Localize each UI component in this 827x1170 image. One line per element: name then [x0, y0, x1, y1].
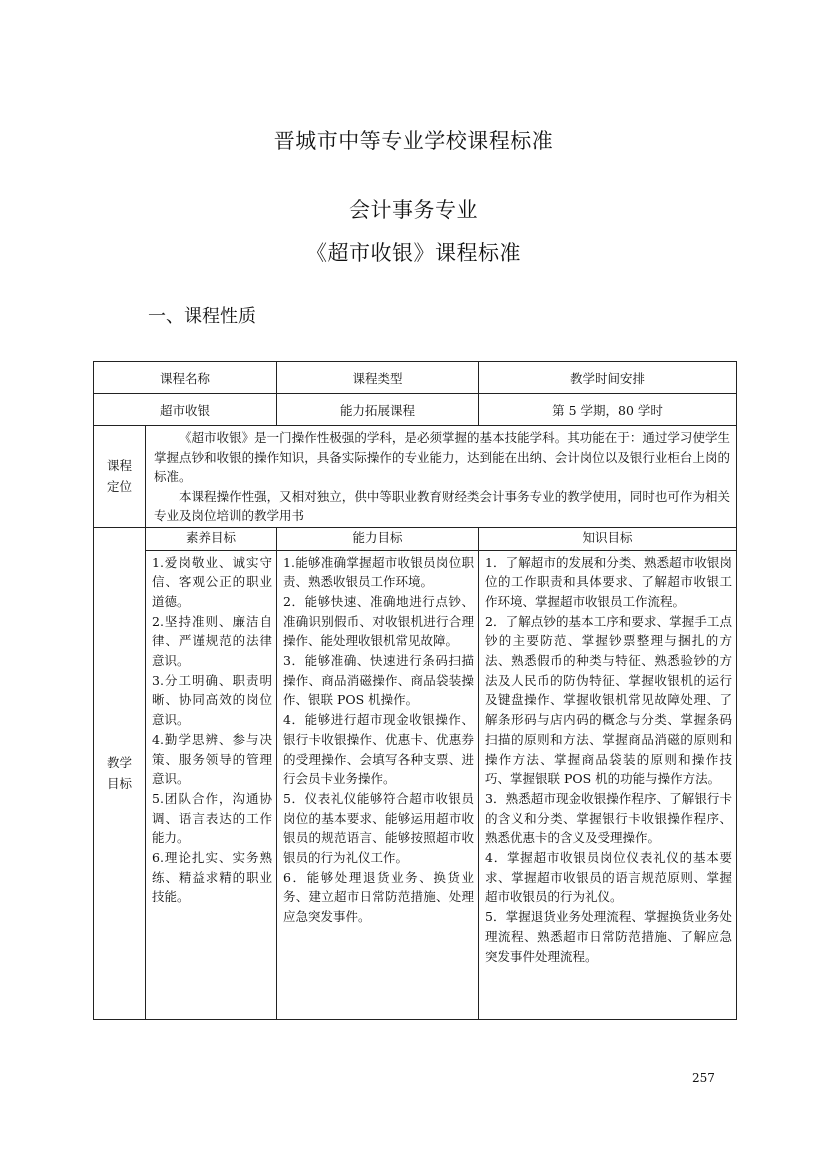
literacy-goals-cell [146, 550, 277, 1019]
page-number: 257 [692, 1071, 715, 1085]
list-item: 4.勤学思辨、参与决策、服务领导的管理意识。 [152, 731, 273, 787]
list-item: 1.能够准确掌握超市收银员岗位职责、熟悉收银员工作环境。 [283, 554, 475, 590]
positioning-row [94, 426, 737, 528]
header-course-type: 课程类型 [277, 362, 479, 394]
ability-goals-cell [277, 550, 479, 1019]
list-item: 1．了解超市的发展和分类、熟悉超市收银岗位的工作职责和具体要求、了解超市收银工作环境、掌握超市收银员工作流程。 [485, 554, 733, 609]
cell-schedule: 第 5 学期，80 学时 [479, 394, 737, 426]
course-title: 《超市收银》课程标准 [306, 241, 521, 265]
goals-content-row [94, 550, 737, 1019]
course-standard-table [93, 361, 737, 1020]
list-item: 6．能够处理退货业务、换货业务、建立超市日常防范措施、处理应急突发事件。 [283, 869, 475, 925]
header-ability-goals: 能力目标 [277, 527, 479, 550]
knowledge-goals-cell [479, 550, 737, 1019]
goals-label: 教学 目标 [94, 527, 146, 1019]
cell-course-name: 超市收银 [94, 394, 277, 426]
list-item: 5．仪表礼仪能够符合超市收银员岗位的基本要求、能够运用超市收银员的规范语言、能够按照超市收银员的行为礼仪工作。 [283, 790, 475, 866]
cell-course-type: 能力拓展课程 [277, 394, 479, 426]
list-item: 2.坚持准则、廉洁自律、严谨规范的法律意识。 [152, 613, 273, 669]
list-item: 4．能够进行超市现金收银操作、银行卡收银操作、优惠卡、优惠券的受理操作、会填写各种支票、进行会员卡业务操作。 [283, 712, 475, 787]
table-row [94, 394, 737, 426]
list-item: 2．能够快速、准确地进行点钞、准确识别假币、对收银机进行合理操作、能处理收银机常见故障。 [283, 593, 475, 649]
list-item: 3.分工明确、职责明晰、协同高效的岗位意识。 [152, 672, 273, 728]
list-item: 3．熟悉超市现金收银操作程序、了解银行卡的含义和分类、掌握银行卡收银操作程序、熟悉优惠卡的含义及受理操作。 [485, 790, 733, 846]
positioning-paragraph: 《超市收银》是一门操作性极强的学科，是必须掌握的基本技能学科。其功能在于：通过学习使学生掌握点钞和收银的操作知识，具备实际操作的专业能力，达到能在出纳、会计岗位以及银行业柜台上岗的标准。 [154, 430, 731, 484]
header-schedule: 教学时间安排 [479, 362, 737, 394]
list-item: 2．了解点钞的基本工序和要求、掌握手工点钞的主要防范、掌握钞票整理与捆扎的方法、熟悉假币的种类与特征、熟悉验钞的方法及人民币的防伪特征、掌握收银机的运行及键盘操作、掌握收银机常见故障处理、了解条形码与店内码的概念与分类、掌握条码扫描的原则和方法、掌握商品消磁的原则和操作方法、掌握商品袋装的原则和操作技巧、掌握银联 POS 机的功能与操作方法。 [485, 613, 733, 787]
list-item: 6.理论扎实、实务熟练、精益求精的职业技能。 [152, 850, 273, 905]
goals-header-row [94, 527, 737, 550]
positioning-paragraph: 本课程操作性强，又相对独立，供中等职业教育财经类会计事务专业的教学使用，同时也可作为相关专业及岗位培训的教学用书 [154, 488, 731, 523]
section-heading: 一、课程性质 [148, 306, 256, 327]
list-item: 5.团队合作，沟通协调、语言表达的工作能力。 [152, 790, 273, 846]
list-item: 1.爱岗敬业、诚实守信、客观公正的职业道德。 [152, 554, 273, 609]
school-title: 晋城市中等专业学校课程标准 [273, 129, 554, 153]
header-knowledge-goals: 知识目标 [479, 527, 737, 550]
table-header-row [94, 362, 737, 394]
positioning-label: 课程 定位 [94, 426, 146, 528]
major-title: 会计事务专业 [349, 198, 478, 222]
header-course-name: 课程名称 [94, 362, 277, 394]
list-item: 4．掌握超市收银员岗位仪表礼仪的基本要求、掌握超市收银员的语言规范原则、掌握超市收银员的行为礼仪。 [485, 850, 733, 905]
positioning-text [146, 426, 737, 528]
list-item: 3．能够准确、快速进行条码扫描操作、商品消磁操作、商品袋装操作、银联 POS 机操作。 [283, 653, 475, 708]
list-item: 5．掌握退货业务处理流程、掌握换货业务处理流程、熟悉超市日常防范措施、了解应急突发事件处理流程。 [485, 909, 733, 964]
header-literacy-goals: 素养目标 [146, 527, 277, 550]
